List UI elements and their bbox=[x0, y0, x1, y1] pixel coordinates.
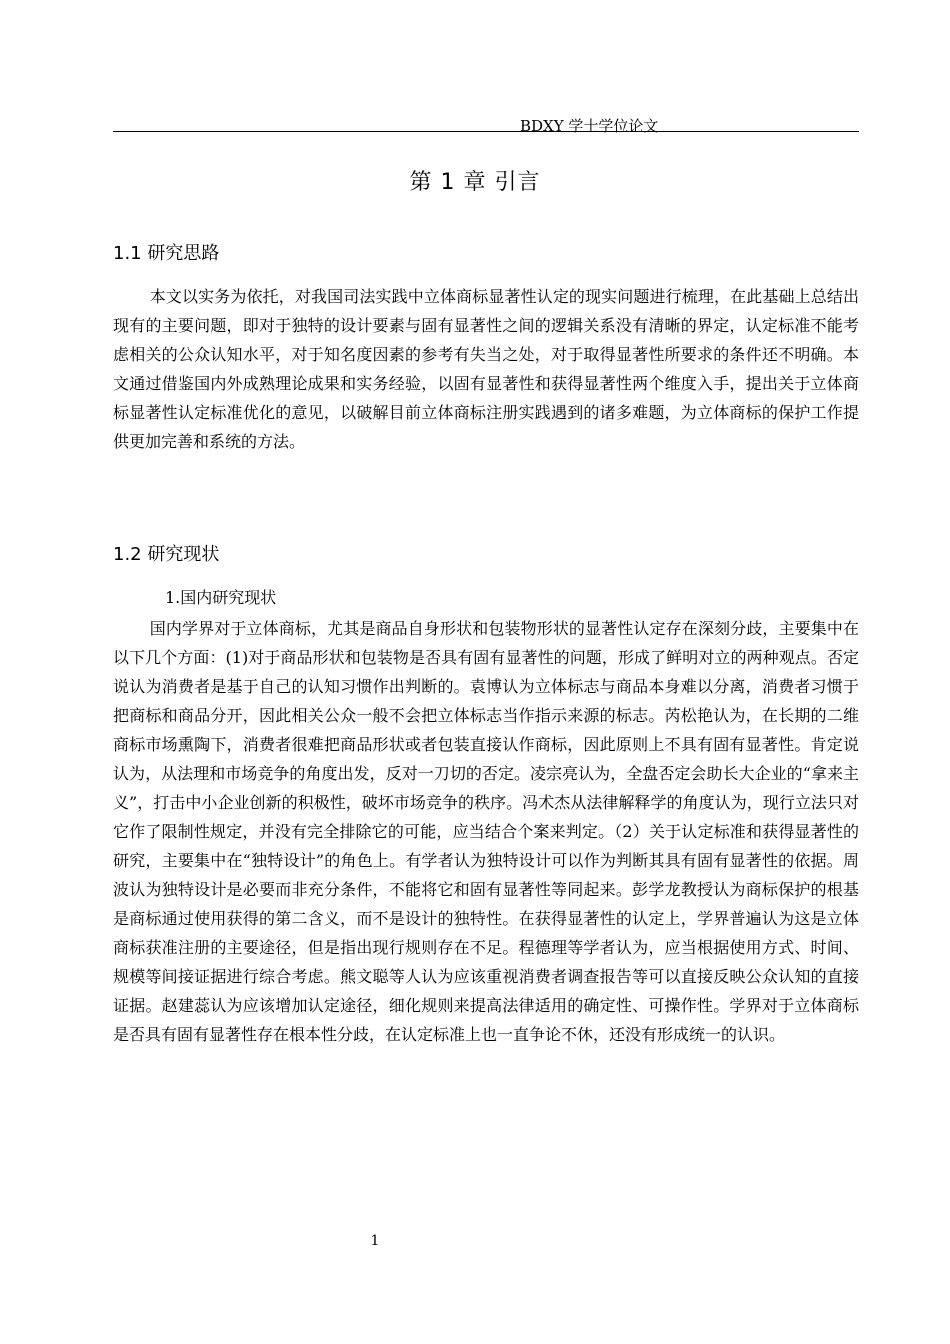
body-paragraph: 本文以实务为依托，对我国司法实践中立体商标显著性认定的现实问题进行梳理，在此基础上总结出现有的主要问题，即对于独特的设计要素与固有显著性之间的逻辑关系没有清晰的界定，认定标准不能考虑相关的公众认知水平，对于知名度因素的参考有失当之处，对于取得显著性所要求的条件还不明确。本文通过借鉴国内外成熟理论成果和实务经验，以固有显著性和获得显著性两个维度入手，提出关于立体商标显著性认定标准优化的意见，以破解目前立体商标注册实践遇到的诸多难题，为立体商标的保护工作提供更加完善和系统的方法。 bbox=[113, 287, 859, 451]
section-heading-research-status: 1.2 研究现状 bbox=[113, 544, 220, 565]
section-heading-research-approach: 1.1 研究思路 bbox=[113, 243, 220, 264]
page-number: 1 bbox=[370, 1233, 380, 1249]
chapter-title: 第 1 章 引言 bbox=[409, 170, 541, 195]
header-rule bbox=[113, 131, 859, 132]
running-header: BDXY 学士学位论文 bbox=[520, 117, 659, 135]
body-paragraph: 国内学界对于立体商标，尤其是商品自身形状和包装物形状的显著性认定存在深刻分歧，主要集中在以下几个方面：(1)对于商品形状和包装物是否具有固有显著性的问题，形成了鲜明对立的两种观点。否定说认为消费者是基于自己的认知习惯作出判断的。袁博认为立体标志与商品本身难以分离，消费者习惯于把商标和商品分开，因此相关公众一般不会把立体标志当作指示来源的标志。芮松艳认为，在长期的二维商标市场熏陶下，消费者很难把商品形状或者包装直接认作商标，因此原则上不具有固有显著性。肯定说认为，从法理和市场竞争的角度出发，反对一刀切的否定。凌宗亮认为，全盘否定会助长大企业的“拿来主义”，打击中小企业创新的积极性，破坏市场竞争的秩序。冯术杰从法律解释学的角度认为，现行立法只对它作了限制性规定，并没有完全排除它的可能，应当结合个案来判定。（2）关于认定标准和获得显著性的研究，主要集中在“独特设计”的角色上。有学者认为独特设计可以作为判断其具有固有显著性的依据。周波认为独特设计是必要而非充分条件，不能将它和固有显著性等同起来。彭学龙教授认为商标保护的根基是商标通过使用获得的第二含义，而不是设计的独特性。在获得显著性的认定上，学界普遍认为这是立体商标获准注册的主要途径，但是指出现行规则存在不足。程德理等学者认为，应当根据使用方式、时间、规模等间接证据进行综合考虑。熊文聪等人认为应该重视消费者调查报告等可以直接反映公众认知的直接证据。赵建蕊认为应该增加认定途径，细化规则来提高法律适用的确定性、可操作性。学界对于立体商标是否具有固有显著性存在根本性分歧，在认定标准上也一直争论不休，还没有形成统一的认识。 bbox=[113, 619, 859, 1044]
subheading-domestic-research: 1.国内研究现状 bbox=[165, 588, 277, 607]
